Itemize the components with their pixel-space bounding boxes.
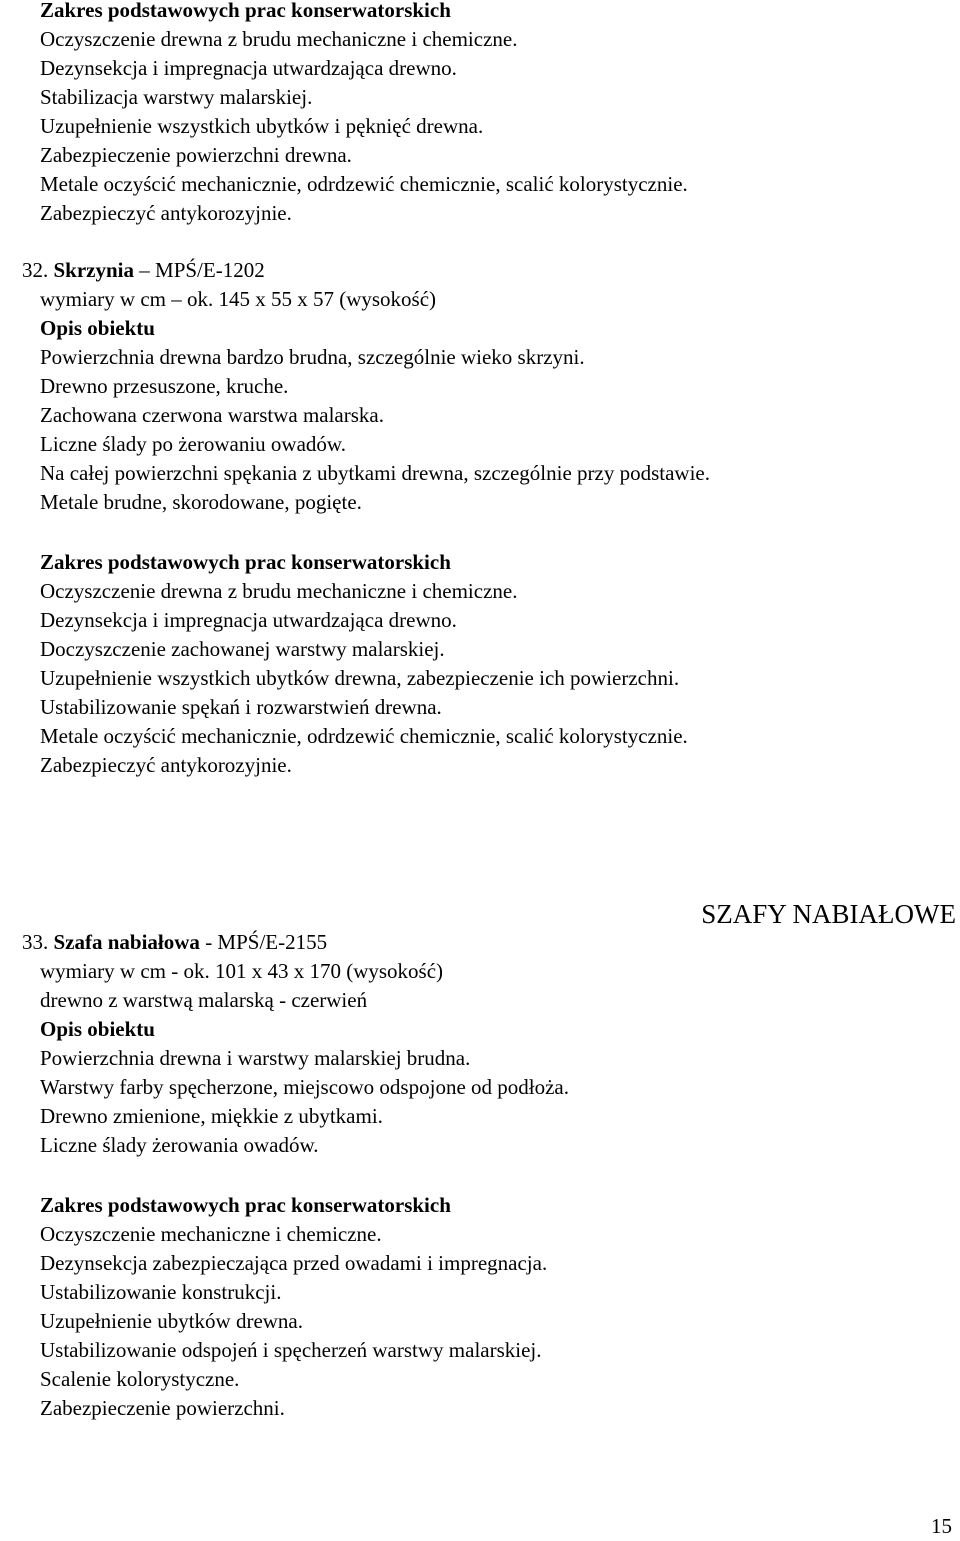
scope-line: Oczyszczenie drewna z brudu mechaniczne i chemiczne. bbox=[40, 27, 518, 51]
description-line: Powierzchnia drewna bardzo brudna, szczególnie wieko skrzyni. bbox=[40, 345, 585, 369]
item-number: 32. bbox=[22, 258, 49, 282]
description-line: Metale brudne, skorodowane, pogięte. bbox=[40, 490, 362, 514]
scope-line: Zabezpieczyć antykorozyjnie. bbox=[40, 201, 292, 225]
scope-line: Ustabilizowanie spękań i rozwarstwień drewna. bbox=[40, 695, 442, 719]
scope-line: Scalenie kolorystyczne. bbox=[40, 1367, 240, 1391]
scope-line: Zabezpieczenie powierzchni drewna. bbox=[40, 143, 352, 167]
item-code: - MPŚ/E-2155 bbox=[199, 930, 328, 954]
description-line: Drewno zmienione, miękkie z ubytkami. bbox=[40, 1104, 383, 1128]
description-line: Zachowana czerwona warstwa malarska. bbox=[40, 403, 384, 427]
item-dimensions: wymiary w cm – ok. 145 x 55 x 57 (wysokość) bbox=[40, 287, 437, 311]
page-number: 15 bbox=[931, 1514, 952, 1538]
description-line: Drewno przesuszone, kruche. bbox=[40, 374, 289, 398]
item-title bbox=[22, 256, 265, 285]
item-material: drewno z warstwą malarską - czerwień bbox=[40, 988, 368, 1012]
scope-line: Ustabilizowanie odspojeń i spęcherzeń warstwy malarskiej. bbox=[40, 1338, 542, 1362]
description-heading: Opis obiektu bbox=[40, 1017, 155, 1041]
item-dimensions: wymiary w cm - ok. 101 x 43 x 170 (wysokość) bbox=[40, 959, 444, 983]
description-line: Liczne ślady po żerowaniu owadów. bbox=[40, 432, 346, 456]
scope-line: Uzupełnienie wszystkich ubytków i pęknięć drewna. bbox=[40, 114, 484, 138]
description-heading: Opis obiektu bbox=[40, 316, 155, 340]
scope-line: Doczyszczenie zachowanej warstwy malarskiej. bbox=[40, 637, 445, 661]
scope-line: Zabezpieczyć antykorozyjnie. bbox=[40, 753, 292, 777]
scope-line: Uzupełnienie ubytków drewna. bbox=[40, 1309, 304, 1333]
section-title: SZAFY NABIAŁOWE bbox=[701, 899, 956, 929]
description-line: Liczne ślady żerowania owadów. bbox=[40, 1133, 319, 1157]
scope-line: Ustabilizowanie konstrukcji. bbox=[40, 1280, 282, 1304]
description-line: Warstwy farby spęcherzone, miejscowo odspojone od podłoża. bbox=[40, 1075, 569, 1099]
scope-line: Oczyszczenie mechaniczne i chemiczne. bbox=[40, 1222, 382, 1246]
item-title bbox=[22, 928, 327, 957]
scope-line: Metale oczyścić mechanicznie, odrdzewić chemicznie, scalić kolorystycznie. bbox=[40, 172, 688, 196]
item-name: Szafa nabiałowa bbox=[53, 930, 200, 954]
description-line: Na całej powierzchni spękania z ubytkami drewna, szczególnie przy podstawie. bbox=[40, 461, 710, 485]
item-code: – MPŚ/E-1202 bbox=[134, 258, 265, 282]
description-line: Powierzchnia drewna i warstwy malarskiej brudna. bbox=[40, 1046, 471, 1070]
scope-line: Uzupełnienie wszystkich ubytków drewna, zabezpieczenie ich powierzchni. bbox=[40, 666, 680, 690]
scope-line: Stabilizacja warstwy malarskiej. bbox=[40, 85, 313, 109]
scope-heading: Zakres podstawowych prac konserwatorskich bbox=[40, 0, 451, 22]
scope-heading: Zakres podstawowych prac konserwatorskich bbox=[40, 550, 451, 574]
scope-line: Metale oczyścić mechanicznie, odrdzewić chemicznie, scalić kolorystycznie. bbox=[40, 724, 688, 748]
item-number: 33. bbox=[22, 930, 49, 954]
scope-line: Dezynsekcja i impregnacja utwardzająca drewno. bbox=[40, 56, 457, 80]
scope-line: Zabezpieczenie powierzchni. bbox=[40, 1396, 285, 1420]
scope-line: Dezynsekcja zabezpieczająca przed owadami i impregnacja. bbox=[40, 1251, 548, 1275]
item-name: Skrzynia bbox=[53, 258, 135, 282]
scope-line: Dezynsekcja i impregnacja utwardzająca drewno. bbox=[40, 608, 457, 632]
scope-line: Oczyszczenie drewna z brudu mechaniczne i chemiczne. bbox=[40, 579, 518, 603]
scope-heading: Zakres podstawowych prac konserwatorskich bbox=[40, 1193, 451, 1217]
